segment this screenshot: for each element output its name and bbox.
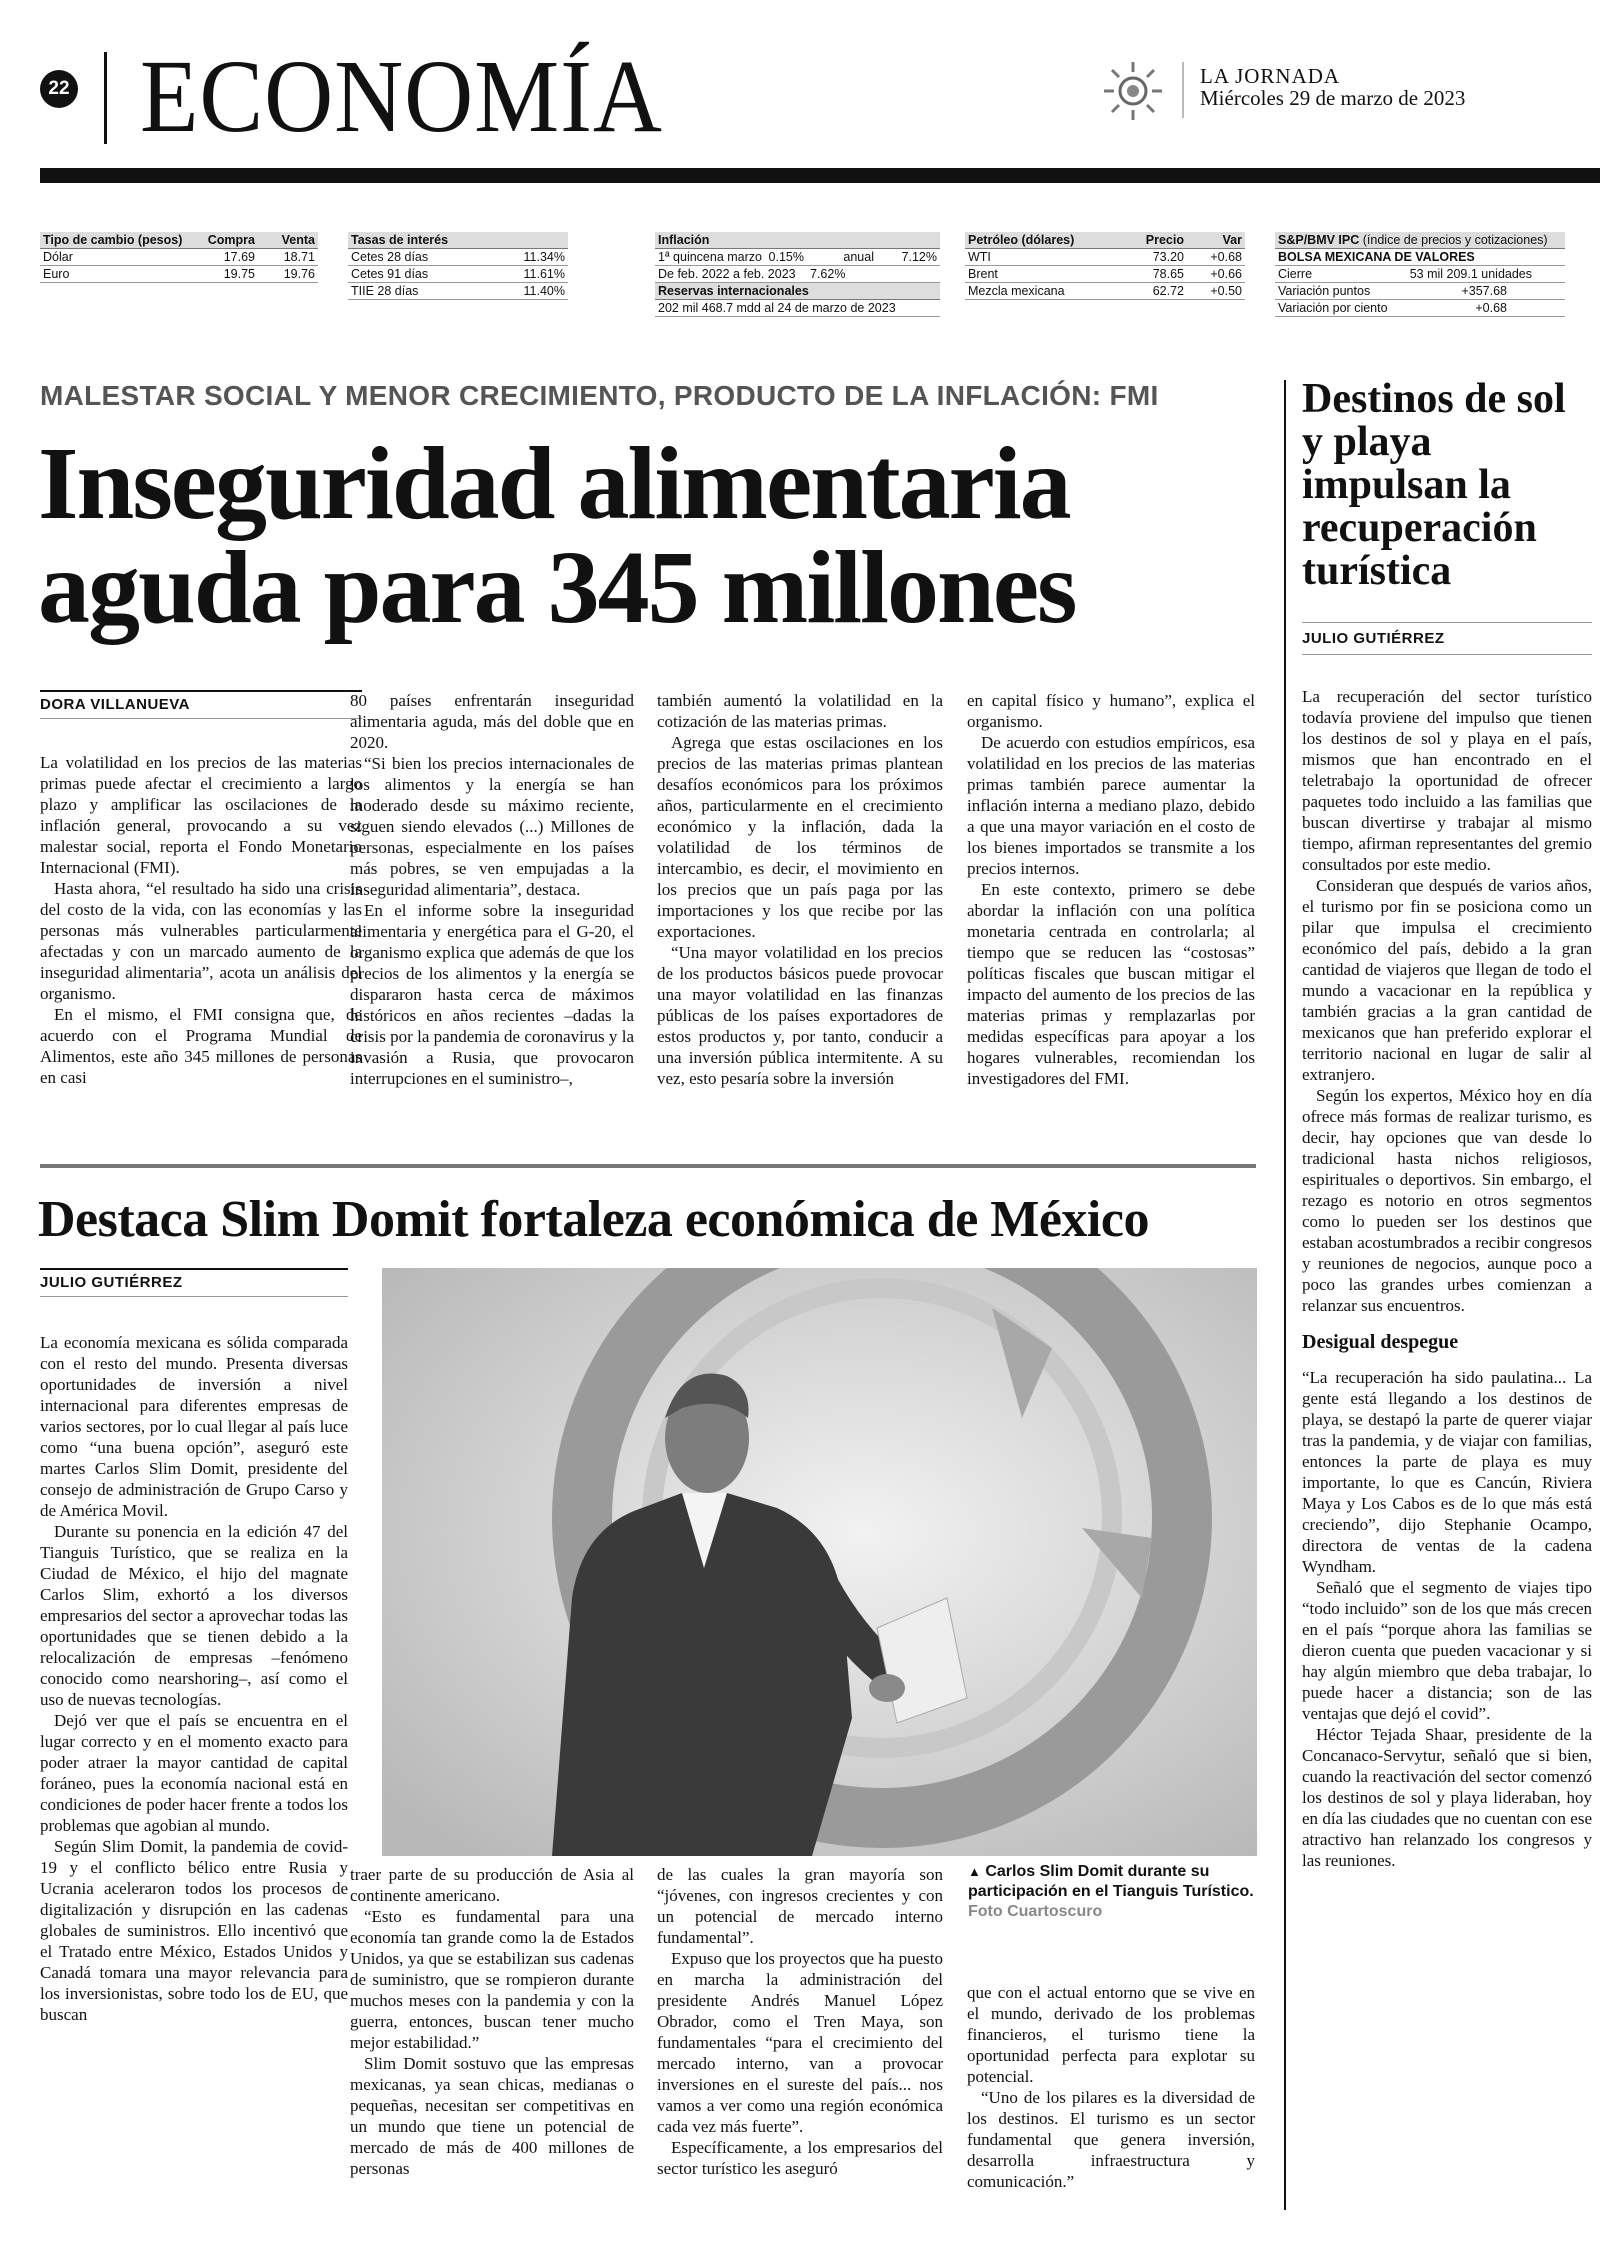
bmv-subheader: BOLSA MEXICANA DE VALORES	[1278, 250, 1475, 264]
article-column	[1302, 686, 1592, 1871]
article-column	[657, 1864, 943, 2179]
paragraph: Según Slim Domit, la pandemia de covid-19 y el conflicto bélico entre Rusia y Ucrania aceleraron todos los procesos de digitalización y disrupción en las cadenas globales de suministros. Ello incentivó que el Tratado entre México, Estados Unidos y Canadá tomara una mayor relevancia para los inversionistas, sobre todo los de EU, que buscan	[40, 1837, 348, 2024]
logo-divider	[1182, 62, 1184, 118]
rate-name: Cetes 28 días	[351, 250, 429, 264]
paragraph: “Si bien los precios internacionales de los alimentos y la energía se han moderado desde su máximo reciente, siguen siendo elevados (...) Millones de personas, especialmente en los países más pobres, se ven empujadas a la inseguridad alimentaria”, destaca.	[350, 754, 634, 899]
paragraph: En el mismo, el FMI consigna que, de acuerdo con el Programa Mundial de Alimentos, este año 345 millones de personas en casi	[40, 1005, 362, 1087]
paragraph: La recuperación del sector turístico todavía proviene del impulso que tienen los destinos de sol y playa en el país, mismos que han encontrado en el teletrabajo la oportunidad de ofrecer paquetes todo incluido a las familias que buscan divertirse y trabajar al mismo tiempo, afirman representantes del gremio consultados por este medio.	[1302, 687, 1592, 874]
rate-value: 11.34%	[523, 250, 565, 264]
article-column	[657, 690, 943, 1089]
paragraph: Héctor Tejada Shaar, presidente de la Concanaco-Servytur, señaló que si bien, cuando la reactivación del sector comenzó los destinos de sol y playa lideraban, hoy en día las ciudades que no cuentan con ese atractivo han relanzado los congresos y las reuniones.	[1302, 1725, 1592, 1870]
inflation-period: De feb. 2022 a feb. 2023	[658, 267, 796, 281]
oil-name: Brent	[968, 267, 998, 281]
bmv-label: Variación puntos	[1278, 284, 1371, 298]
inflation-value: 0.15%	[768, 250, 804, 264]
oil-var: +0.68	[1210, 250, 1242, 264]
rate-value: 11.61%	[523, 267, 565, 281]
byline-rule	[40, 690, 362, 692]
table-row	[655, 249, 940, 266]
publication-name: LA JORNADA	[1200, 64, 1341, 88]
bmv-value: 53 mil 209.1 unidades	[1409, 267, 1532, 281]
section-title: ECONOMÍA	[140, 39, 663, 154]
inflation-header: Inflación	[658, 233, 710, 247]
paragraph: traer parte de su producción de Asia al continente americano.	[350, 1865, 634, 1905]
publication-date: Miércoles 29 de marzo de 2023	[1200, 86, 1466, 110]
oil-price: 73.20	[1152, 250, 1184, 264]
rate-value: 11.40%	[523, 284, 565, 298]
page-number: 22	[40, 70, 78, 108]
paragraph: “La recuperación ha sido paulatina... La gente está llegando a los destinos de playa, se destapó la parte de querer viajar tras la pandemia, y de viajar con familias, entonces la parte de playa es muy importante, lo que es Cancún, Riviera Maya y Los Cabos es de lo que más está creciendo”, dijo Stephanie Ocampo, directora de ventas de la cadena Wyndham.	[1302, 1368, 1592, 1576]
sidebar-headline: Destinos de sol y playa impulsan la recuperación turística	[1302, 376, 1566, 594]
exchange-rate-table	[40, 232, 318, 283]
paragraph: Señaló que el segmento de viajes tipo “todo incluido” son de los que más crecen en el país “porque ahora las familias se dieron cuenta que pueden vacacionar y si hay algún miembro que deba trabajar, lo puede hacer a distancia; son de las ventajas que dejó el covid”.	[1302, 1578, 1592, 1723]
exchange-header-label: Tipo de cambio (pesos)	[43, 233, 183, 247]
paragraph: Consideran que después de varios años, el turismo por fin se posiciona como un pilar que impulsa el crecimiento económico del país, debido a la gran cantidad de viajeros que llegan de todo el mundo a vacacionar en la república y también gracias a la gran cantidad de mexicanos que han preferido explorar el territorio nacional en lugar de salir al extranjero.	[1302, 876, 1592, 1084]
table-row	[965, 266, 1245, 283]
table-row	[655, 266, 940, 283]
oil-header-label: Petróleo (dólares)	[968, 233, 1075, 247]
paragraph: Hasta ahora, “el resultado ha sido una crisis del costo de la vida, con las economías y las personas más vulnerables particularmente afectadas y con un marcado aumento de la inseguridad alimentaria”, acota un análisis del organismo.	[40, 879, 362, 1003]
oil-var: +0.50	[1210, 284, 1242, 298]
rate-name: Cetes 91 días	[351, 267, 429, 281]
oil-var: +0.66	[1210, 267, 1242, 281]
article-column	[350, 690, 634, 1089]
subheading: Desigual despegue	[1302, 1331, 1459, 1353]
rate-name: TIIE 28 días	[351, 284, 419, 298]
table-row	[1275, 283, 1565, 300]
exchange-header-buy: Compra	[207, 233, 255, 247]
paragraph: La economía mexicana es sólida comparada con el resto del mundo. Presenta diversas oportunidades de inversión a nivel internacional para diferentes empresas de varios sectores, por lo cual llegar al país luce como “una buena opción”, aseguró este martes Carlos Slim Domit, presidente del consejo de administración de Grupo Carso y de América Movil.	[40, 1333, 348, 1520]
column-divider	[1284, 380, 1286, 2210]
bmv-header	[1275, 232, 1551, 248]
paragraph: Durante su ponencia en la edición 47 del Tianguis Turístico, que se realiza en la Ciudad de México, el hijo del magnate Carlos Slim, exhortó a los diversos empresarios del sector a aprovechar todas las oportunidades que se tienen debido a la relocalización de empresas –fenómeno conocido como nearshoring–, así como el uso de nuevas tecnologías.	[40, 1522, 348, 1709]
photo-credit: Foto Cuartoscuro	[968, 1903, 1103, 1920]
paragraph: Específicamente, a los empresarios del sector turístico les aseguró	[657, 2138, 943, 2178]
oil-header-var: Var	[1222, 233, 1242, 247]
byline-rule	[40, 1296, 348, 1297]
paragraph: 80 países enfrentarán inseguridad alimentaria aguda, más del doble que en 2020.	[350, 691, 634, 752]
table-row	[348, 283, 568, 300]
oil-price: 62.72	[1152, 284, 1184, 298]
caption-text: Carlos Slim Domit durante su participación en el Tianguis Turístico.	[968, 1863, 1254, 1900]
article-byline: JULIO GUTIÉRREZ	[1302, 630, 1445, 647]
oil-price: 78.65	[1152, 267, 1184, 281]
bmv-value: +0.68	[1475, 301, 1507, 315]
article-column	[350, 1864, 634, 2179]
rates-header: Tasas de interés	[351, 233, 449, 247]
caption-triangle-icon: ▲	[968, 1864, 981, 1879]
bmv-value: +357.68	[1461, 284, 1507, 298]
header-bar	[40, 168, 1600, 183]
bmv-label: Cierre	[1278, 267, 1313, 281]
paragraph: también aumentó la volatilidad en la cotización de las materias primas.	[657, 691, 943, 731]
stock-index-table	[1275, 232, 1565, 317]
paragraph: Según los expertos, México hoy en día ofrece más formas de realizar turismo, es decir, hay opciones que van desde lo tradicional hasta nichos religiosos, espirituales o deportivos. Sin embargo, el rezago es notorio en otros segmentos como lo pueden ser los destinos que estaban acostumbrados a recibir congresos y reuniones de negocios, aunque poco a poco las grandes urbes comienzan a relanzar sus encuentros.	[1302, 1086, 1592, 1315]
inflation-value: 7.62%	[810, 267, 846, 281]
inflation-annual-label: anual	[843, 250, 874, 264]
main-headline: Inseguridad alimentaria aguda para 345 millones	[38, 426, 1076, 645]
bmv-label: Variación por ciento	[1278, 301, 1388, 315]
paragraph: Expuso que los proyectos que ha puesto en marcha la administración del presidente Andrés Manuel López Obrador, como el Tren Maya, son fundamentales “para el crecimiento del mercado interno, van a provocar inversiones en el sureste del país... nos vamos a ver como una región económica cada vez más fuerte”.	[657, 1949, 943, 2136]
article-byline: JULIO GUTIÉRREZ	[40, 1274, 183, 1291]
interest-rates-table	[348, 232, 568, 300]
photo-illustration	[382, 1268, 1257, 1856]
oil-prices-table	[965, 232, 1245, 300]
table-row	[965, 249, 1245, 266]
paragraph: de las cuales la gran mayoría son “jóvenes, con ingresos crecientes y con un potencial de mercado interno fundamental”.	[657, 1865, 943, 1947]
table-row	[1275, 300, 1565, 317]
paragraph: “Una mayor volatilidad en los precios de los productos básicos puede provocar una mayor volatilidad en las finanzas públicas de los países exportadores de estos productos y, por tanto, conducir a una inversión pública intermitente. A su vez, esto pesaría sobre la inversión	[657, 943, 943, 1088]
article-column	[40, 752, 362, 1088]
reserves-value: 202 mil 468.7 mdd al 24 de marzo de 2023	[658, 301, 896, 315]
inflation-annual-value: 7.12%	[901, 250, 937, 264]
table-row	[655, 300, 940, 317]
byline-rule	[40, 718, 362, 719]
sell-value: 19.76	[283, 267, 315, 281]
table-row	[965, 283, 1245, 300]
table-row	[348, 266, 568, 283]
paragraph: La volatilidad en los precios de las materias primas puede afectar el crecimiento a largo plazo y amplificar las oscilaciones de la inflación general, provocando a su vez malestar social, reporta el Fondo Monetario Internacional (FMI).	[40, 753, 362, 877]
paragraph: “Uno de los pilares es la diversidad de los destinos. El turismo es un sector fundamental que genera inversión, desarrolla infraestructura y comunicación.”	[967, 2088, 1255, 2191]
paragraph: “Esto es fundamental para una economía tan grande como la de Estados Unidos, ya que se estabilizan sus cadenas de suministro, que se rompieron durante muchos meses con la pandemia y con la guerra, entonces, buscan tener mucho mejor estabilidad.”	[350, 1907, 634, 2052]
exchange-header-sell: Venta	[281, 233, 315, 247]
reserves-header: Reservas internacionales	[658, 284, 809, 298]
inflation-period: 1ª quincena marzo	[658, 250, 762, 264]
secondary-headline: Destaca Slim Domit fortaleza económica de México	[38, 1191, 1149, 1248]
table-row	[40, 249, 318, 266]
paragraph: Slim Domit sostuvo que las empresas mexicanas, ya sean chicas, medianas o pequeñas, necesitan ser competitivas en un mundo que tiene un potencial de mercado de más de 400 millones de personas	[350, 2054, 634, 2178]
inflation-table	[655, 232, 940, 317]
section-divider	[40, 1164, 1256, 1168]
oil-name: Mezcla mexicana	[968, 284, 1065, 298]
news-photo	[382, 1268, 1257, 1856]
article-kicker: MALESTAR SOCIAL Y MENOR CRECIMIENTO, PRODUCTO DE LA INFLACIÓN: FMI	[40, 380, 1159, 411]
paragraph: que con el actual entorno que se vive en el mundo, derivado de los problemas financieros, el turismo tiene la oportunidad perfecta para explotar su potencial.	[967, 1983, 1255, 2086]
oil-header-price: Precio	[1145, 233, 1184, 247]
article-column	[967, 1982, 1255, 2192]
table-row	[1275, 249, 1565, 266]
section-divider	[104, 52, 107, 144]
byline-rule	[1302, 654, 1592, 655]
oil-name: WTI	[968, 250, 991, 264]
table-row	[40, 266, 318, 283]
table-row	[348, 249, 568, 266]
paragraph: En el informe sobre la inseguridad alimentaria y energética para el G-20, el organismo explica que además de que los precios de los alimentos y la energía se dispararon hasta cerca de máximos históricos en años recientes –dadas la crisis por la pandemia de coronavirus y la invasión a Rusia, que provocaron interrupciones en el suministro–,	[350, 901, 634, 1088]
table-row	[1275, 266, 1565, 283]
article-column	[40, 1332, 348, 2025]
paragraph: En este contexto, primero se debe abordar la inflación con una política monetaria centrada en controlarla; al tiempo que se reducen las “costosas” políticas fiscales que buscan mitigar el impacto del aumento de los precios de las materias primas y remplazarlas por medidas específicas para apoyar a los hogares vulnerables, recomiendan los investigadores del FMI.	[967, 880, 1255, 1088]
currency-name: Dólar	[43, 250, 73, 264]
article-byline: DORA VILLANUEVA	[40, 696, 190, 713]
byline-rule	[1302, 622, 1592, 623]
article-column	[967, 690, 1255, 1089]
currency-name: Euro	[43, 267, 70, 281]
paragraph: Agrega que estas oscilaciones en los precios de las materias primas plantean desafíos económicos para los próximos años, particularmente en el crecimiento económico y la inflación, dada la volatilidad de los términos de intercambio, es decir, el movimiento en los precios que un país paga por las importaciones y los que recibe por las exportaciones.	[657, 733, 943, 941]
newspaper-logo-icon	[1100, 58, 1166, 124]
byline-rule	[40, 1268, 348, 1270]
sell-value: 18.71	[283, 250, 315, 264]
paragraph: De acuerdo con estudios empíricos, esa volatilidad en los precios de las materias primas también parece aumentar la inflación interna a mediano plazo, debido a que una mayor variación en el costo de los bienes importados se transmite a los precios internos.	[967, 733, 1255, 878]
paragraph: en capital físico y humano”, explica el organismo.	[967, 691, 1255, 731]
paragraph: Dejó ver que el país se encuentra en el lugar correcto y en el momento exacto para poder atraer la mayor cantidad de capital foráneo, pues la economía nacional está en condiciones de poder hacer frente a todos los problemas que agobian al mundo.	[40, 1711, 348, 1835]
buy-value: 19.75	[223, 267, 255, 281]
buy-value: 17.69	[223, 250, 255, 264]
bmv-index-note: (índice de precios y cotizaciones)	[1362, 233, 1548, 247]
bmv-index-name: S&P/BMV IPC	[1278, 233, 1360, 247]
photo-caption	[968, 1862, 1258, 1922]
